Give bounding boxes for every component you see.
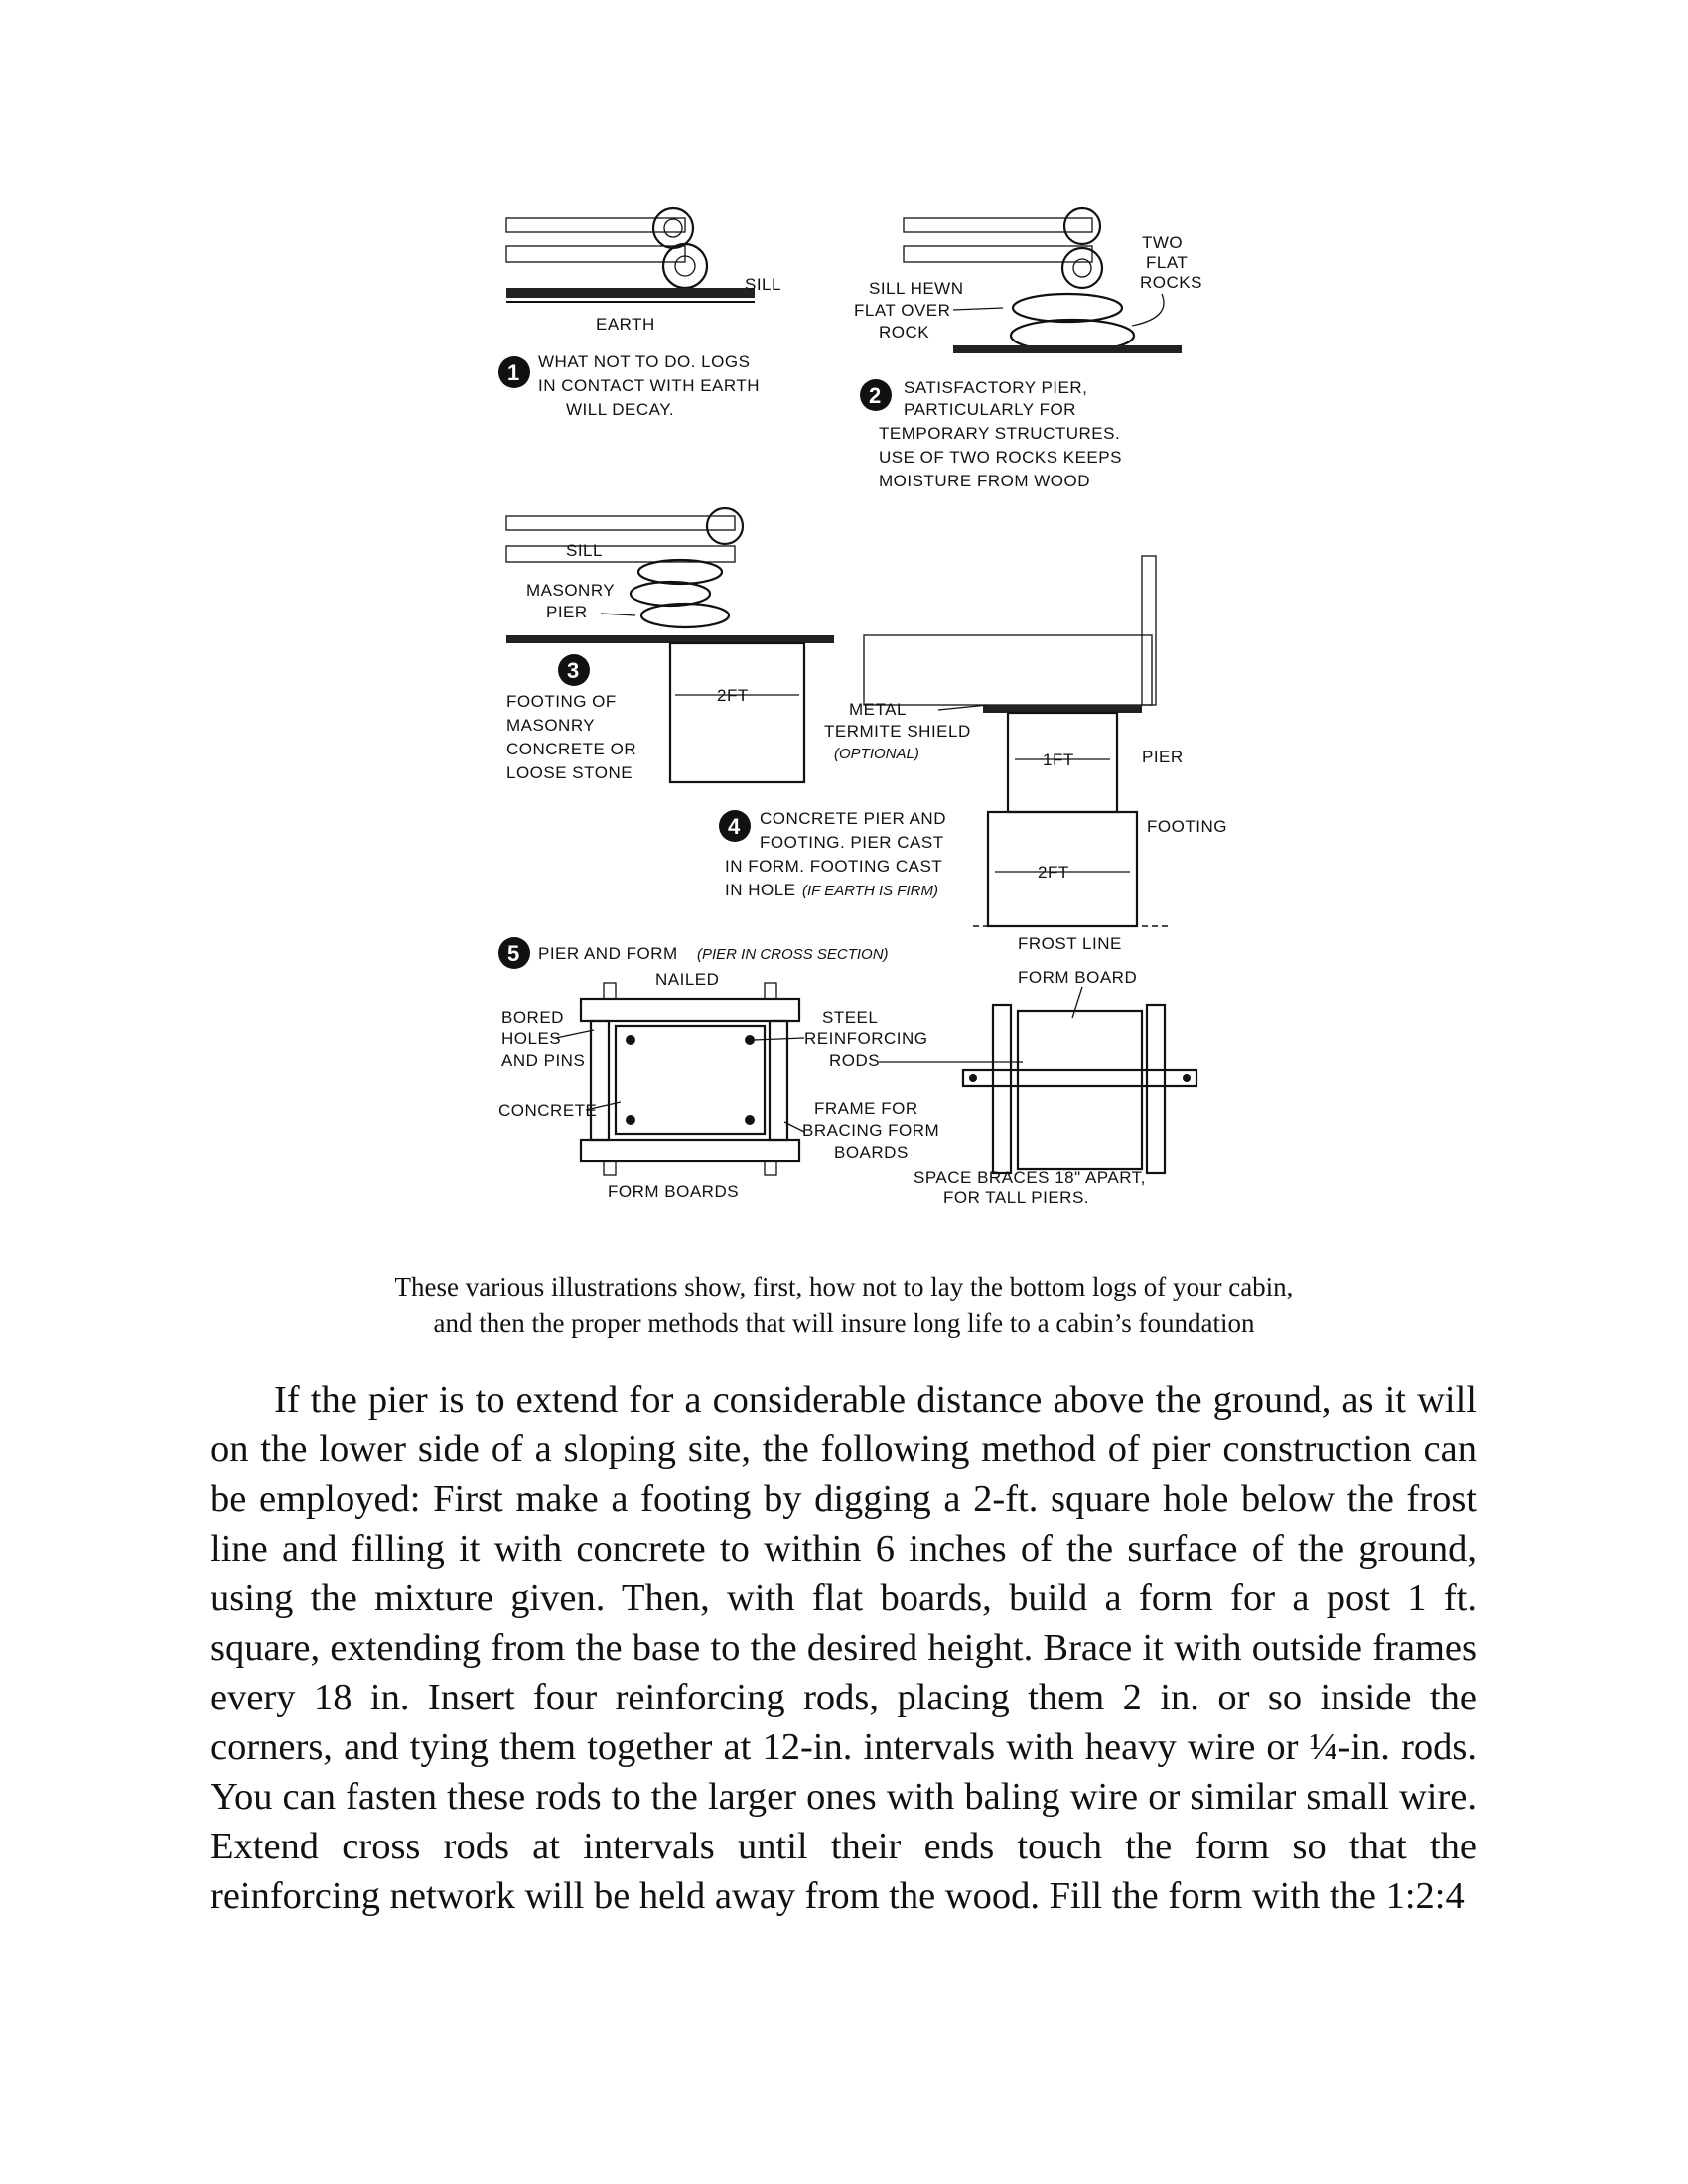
figure-5 <box>498 937 1196 1207</box>
body-paragraph: If the pier is to extend for a considerable distance above the ground, as it will on the lower side of a sloping site, the following method of pier construction can be employed: First make a footing by digging a 2-ft. square hole below the frost line and filling it with concrete to within 6 inches of the surface of the ground, using the mixture given. Then, with flat boards, build a form for a post 1 ft. square, extending from the base to the desired height. Brace it with outside frames every 18 in. Insert four reinforcing rods, placing them 2 in. or so inside the corners, and tying them together at 12-in. intervals with heavy wire or ¼-in. rods. You can fasten these rods to the larger ones with baling wire or similar small wire. Extend cross rods at intervals until their ends touch the form so that the reinforcing network will be held away from the wood. Fill the form with the 1:2:4 <box>211 1379 1477 1917</box>
label-form-boards: FORM BOARDS <box>608 1182 740 1201</box>
caption-5-line-2: (PIER IN CROSS SECTION) <box>697 946 889 963</box>
label-sill-3: SILL <box>566 541 603 560</box>
caption-1-line-1: WHAT NOT TO DO. LOGS <box>538 352 751 371</box>
label-metal-2: TERMITE SHIELD <box>824 722 971 741</box>
caption-2-line-3: TEMPORARY STRUCTURES. <box>879 424 1121 443</box>
label-sill-1: SILL <box>745 275 781 294</box>
caption-4-line-3: IN FORM. FOOTING CAST <box>725 857 943 876</box>
label-concrete: CONCRETE <box>498 1101 598 1120</box>
label-2ft-b: 2FT <box>1038 863 1069 882</box>
caption-4-line-1: CONCRETE PIER AND <box>760 809 946 828</box>
label-frame-3: BOARDS <box>834 1143 909 1161</box>
label-footing-3: CONCRETE OR <box>506 740 637 758</box>
label-frame-2: BRACING FORM <box>802 1121 940 1140</box>
label-two-flat-rocks-2: FLAT <box>1146 253 1189 272</box>
figure-5-number: 5 <box>507 941 520 966</box>
figure-4 <box>719 556 1227 953</box>
label-metal-1: METAL <box>849 700 907 719</box>
label-sill-hewn-3: ROCK <box>879 323 930 341</box>
caption-5-line-1: PIER AND FORM <box>538 944 678 963</box>
caption-4-line-4: IN HOLE <box>725 881 796 899</box>
label-metal-3: (OPTIONAL) <box>834 746 919 762</box>
caption-1-line-3: WILL DECAY. <box>566 400 675 419</box>
label-steel-1: STEEL <box>822 1008 879 1026</box>
label-bored-3: AND PINS <box>501 1051 586 1070</box>
caption-2-line-2: PARTICULARLY FOR <box>904 400 1076 419</box>
label-2ft-a: 2FT <box>717 686 749 705</box>
caption-2-line-4: USE OF TWO ROCKS KEEPS <box>879 448 1122 467</box>
label-footing-2: MASONRY <box>506 716 596 735</box>
label-sill-hewn-2: FLAT OVER <box>854 301 951 320</box>
figure-3 <box>506 508 834 782</box>
label-footing-4: LOOSE STONE <box>506 763 633 782</box>
label-bored-1: BORED <box>501 1008 564 1026</box>
caption-line-1: These various illustrations show, first, how not to lay the bottom logs of your cabin, <box>394 1272 1294 1301</box>
caption-2-line-1: SATISFACTORY PIER, <box>904 378 1088 397</box>
figure-3-number: 3 <box>567 658 580 683</box>
figure-2-number: 2 <box>869 383 882 408</box>
caption-1-line-2: IN CONTACT WITH EARTH <box>538 376 760 395</box>
label-nailed: NAILED <box>655 970 720 989</box>
label-steel-2: REINFORCING <box>804 1029 928 1048</box>
label-two-flat-rocks-3: ROCKS <box>1140 273 1202 292</box>
label-1ft: 1FT <box>1043 751 1074 769</box>
label-masonry-pier-2: PIER <box>546 603 588 621</box>
label-footing-1: FOOTING OF <box>506 692 617 711</box>
figure-1 <box>498 208 781 419</box>
label-form-board: FORM BOARD <box>1018 968 1138 987</box>
foundation-illustration <box>487 199 1227 1211</box>
label-pier: PIER <box>1142 748 1184 766</box>
label-sill-hewn-1: SILL HEWN <box>869 279 964 298</box>
figure-2 <box>854 208 1202 490</box>
label-steel-3: RODS <box>829 1051 881 1070</box>
label-frame-1: FRAME FOR <box>814 1099 918 1118</box>
illustration-svg <box>487 199 1227 1211</box>
caption-line-2: and then the proper methods that will insure long life to a cabin’s foundation <box>433 1308 1255 1338</box>
label-bored-2: HOLES <box>501 1029 562 1048</box>
label-space-2: FOR TALL PIERS. <box>943 1188 1090 1207</box>
label-space-1: SPACE BRACES 18" APART, <box>914 1168 1146 1187</box>
caption-4-line-5: (IF EARTH IS FIRM) <box>802 883 938 899</box>
caption-2-line-5: MOISTURE FROM WOOD <box>879 472 1090 490</box>
label-footing-4b: FOOTING <box>1147 817 1227 836</box>
figure-caption <box>258 1269 1430 1342</box>
label-two-flat-rocks-1: TWO <box>1142 233 1184 252</box>
caption-4-line-2: FOOTING. PIER CAST <box>760 833 944 852</box>
figure-1-number: 1 <box>507 360 520 385</box>
label-frost-line: FROST LINE <box>1018 934 1122 953</box>
figure-4-number: 4 <box>728 814 741 839</box>
label-masonry-pier-1: MASONRY <box>526 581 616 600</box>
label-earth: EARTH <box>596 315 655 334</box>
